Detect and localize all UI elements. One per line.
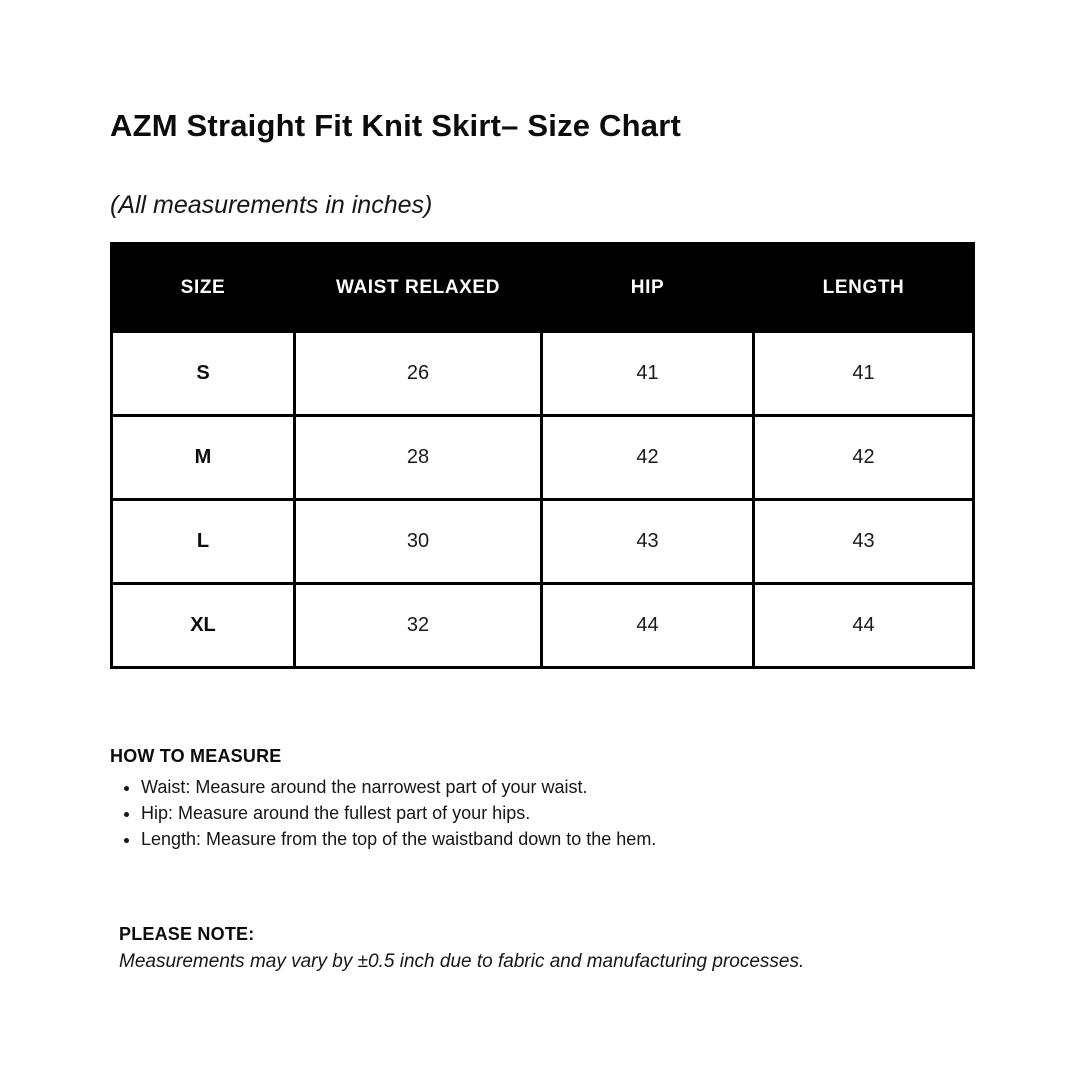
size-label: M [112, 416, 295, 500]
column-header-length: LENGTH [754, 244, 974, 332]
list-item-length: • Length: Measure from the top of the waistband down to the hem. [141, 826, 656, 852]
column-header-size: SIZE [112, 244, 295, 332]
length-value: 44 [754, 584, 974, 668]
please-note-heading: PLEASE NOTE: [119, 924, 255, 944]
table-row-m [112, 416, 974, 500]
list-item-hip: • Hip: Measure around the fullest part of your hips. [141, 800, 656, 826]
waist-value: 26 [295, 332, 542, 416]
waist-value: 32 [295, 584, 542, 668]
hip-value: 44 [542, 584, 754, 668]
please-note-section [119, 924, 804, 973]
column-header-waist-relaxed: WAIST RELAXED [295, 244, 542, 332]
length-value: 42 [754, 416, 974, 500]
measurement-unit-note: (All measurements in inches) [110, 191, 433, 219]
length-value: 41 [754, 332, 974, 416]
table-row-xl [112, 584, 974, 668]
column-header-hip: HIP [542, 244, 754, 332]
list-item-waist: • Waist: Measure around the narrowest part of your waist. [141, 774, 656, 800]
please-note-text: Measurements may vary by ±0.5 inch due to fabric and manufacturing processes. [119, 951, 805, 972]
page-title: AZM Straight Fit Knit Skirt– Size Chart [110, 108, 682, 143]
size-label: S [112, 332, 295, 416]
how-to-measure-list [110, 774, 656, 852]
size-label: XL [112, 584, 295, 668]
how-to-measure-section [110, 746, 656, 852]
length-value: 43 [754, 500, 974, 584]
hip-value: 42 [542, 416, 754, 500]
waist-value: 30 [295, 500, 542, 584]
table-row-s [112, 332, 974, 416]
hip-value: 43 [542, 500, 754, 584]
size-label: L [112, 500, 295, 584]
waist-value: 28 [295, 416, 542, 500]
table-header-row [112, 244, 974, 332]
size-chart-table [110, 242, 975, 669]
how-to-measure-heading: HOW TO MEASURE [110, 746, 282, 766]
table-row-l [112, 500, 974, 584]
hip-value: 41 [542, 332, 754, 416]
